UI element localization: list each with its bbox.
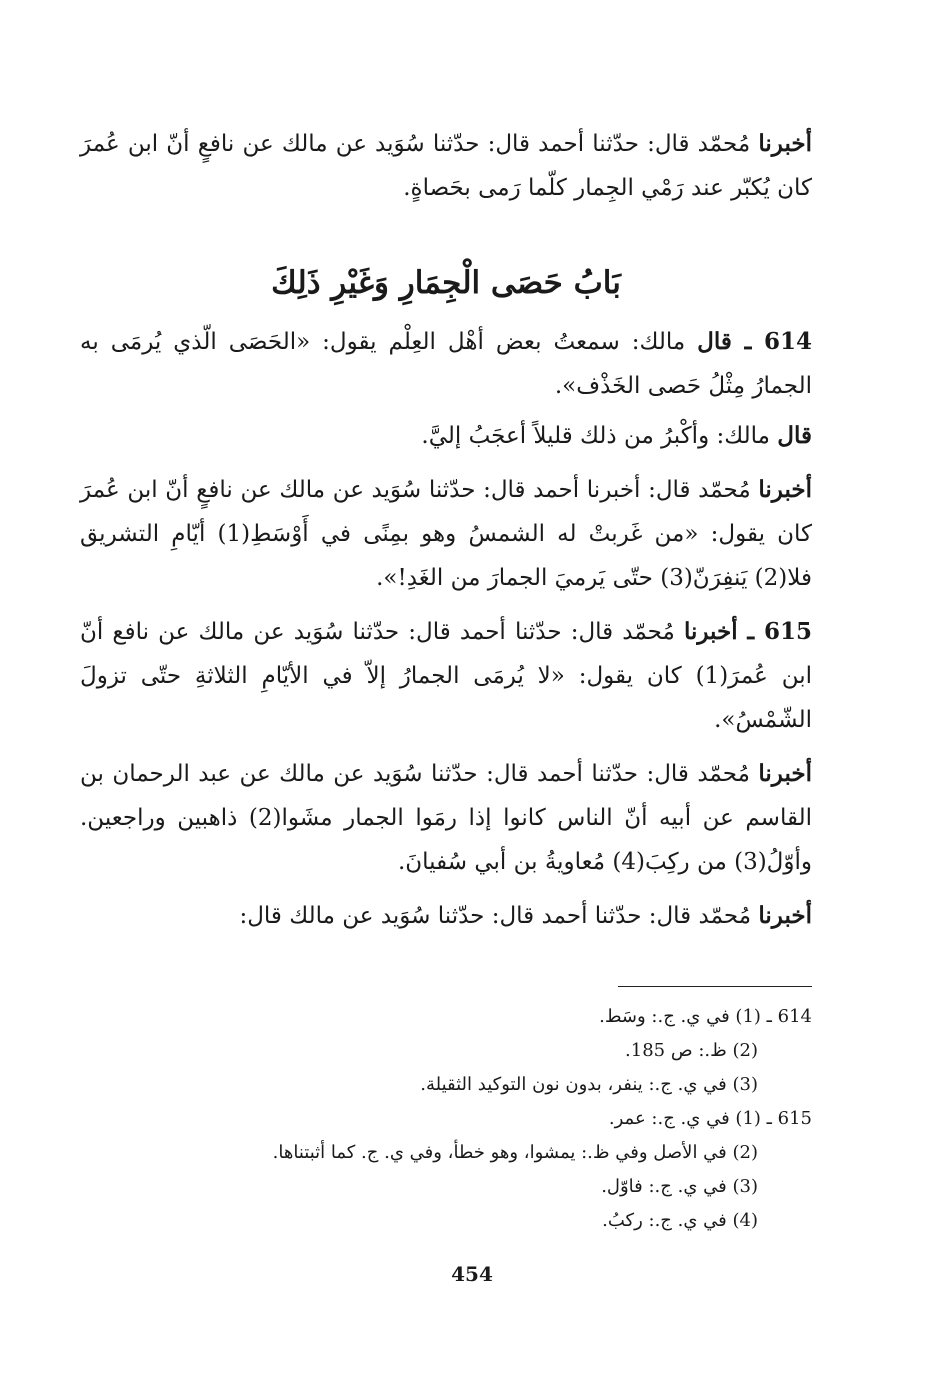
paragraph-7	[80, 894, 812, 938]
paragraph-text: مُحمّد قال: حدّثنا أحمد قال: حدّثنا سُوَيد عن مالك عن نافعٍ أنّ ابن عُمرَ كان يُكبّر عند رَمْي الجِمار كلّما رَمى بحَصاةٍ.	[80, 131, 812, 201]
lead-word: 615 ـ أخبرنا	[683, 618, 812, 645]
page-number: 454	[451, 1262, 493, 1286]
paragraph-text: مالك: وأكْبرُ من ذلك قليلاً أعجَبُ إليَّ.	[421, 423, 778, 449]
lead-word: 614 ـ قال	[697, 328, 812, 355]
paragraph-text: مُحمّد قال: حدّثنا أحمد قال: حدّثنا سُوَيد عن مالك عن عبد الرحمان بن القاسم عن أبيه أنّ الناس كانوا إذا رمَوا الجمار مشَوا(2) ذاهبين وراجعين. وأوّلُ(3) من ركِبَ(4) مُعاويةُ بن أبي سُفيانَ.	[80, 761, 812, 875]
footnote-separator	[618, 986, 812, 987]
paragraph-malik-said	[80, 414, 812, 458]
paragraph-615	[80, 610, 812, 742]
lead-word: أخبرنا	[758, 130, 812, 157]
footnote: (4) في ي. ج.: ركبُ.	[602, 1210, 758, 1231]
footnote: (3) في ي. ج.: ينفر، بدون نون التوكيد الثقيلة.	[420, 1074, 758, 1095]
lead-word: أخبرنا	[758, 902, 812, 929]
footnote: (2) في الأصل وفي ظ.: يمشوا، وهو خطأ، وفي ي. ج. كما أثبتناها.	[272, 1142, 758, 1163]
lead-word: أخبرنا	[758, 476, 812, 503]
paragraph-4	[80, 468, 812, 600]
chapter-heading: بَابُ حَصَى الْجِمَارِ وَغَيْرِ ذَلِكَ	[271, 265, 621, 301]
lead-word: قال	[777, 422, 812, 449]
footnote: 614 ـ (1) في ي. ج.: وسَط.	[599, 1006, 812, 1027]
paragraph-text: مُحمّد قال: حدّثنا أحمد قال: حدّثنا سُوَيد عن مالك قال:	[239, 903, 759, 929]
footnote: 615 ـ (1) في ي. ج.: عمر.	[608, 1108, 812, 1129]
footnote: (3) في ي. ج.: فاوّل.	[601, 1176, 758, 1197]
footnotes	[80, 1000, 812, 1238]
paragraph-1	[80, 122, 812, 210]
paragraph-text: مُحمّد قال: أخبرنا أحمد قال: حدّثنا سُوَيد عن مالك عن نافعٍ أنّ ابن عُمرَ كان يقول: «من غَربتْ له الشمسُ وهو بمِنًى في أَوْسَطِ(1) أيّامِ التشريق فلا(2) يَنفِرَنّ(3) حتّى يَرميَ الجمارَ من الغَدِ!».	[80, 477, 813, 591]
footnote: (2) ظ.: ص 185.	[625, 1040, 758, 1061]
lead-word: أخبرنا	[758, 760, 812, 787]
paragraph-6	[80, 752, 812, 884]
paragraph-text: مُحمّد قال: حدّثنا أحمد قال: حدّثنا سُوَيد عن مالك عن نافع أنّ ابن عُمرَ(1) كان يقول: «لا يُرمَى الجمارُ إلاّ في الأيّامِ الثلاثةِ حتّى تزولَ الشّمْسُ».	[80, 619, 812, 733]
paragraph-614	[80, 320, 812, 408]
paragraph-text: مالك: سمعتُ بعض أهْل العِلْم يقول: «الحَصَى الّذي يُرمَى به الجمارُ مِثْلُ حَصى الخَذْف».	[80, 329, 812, 399]
